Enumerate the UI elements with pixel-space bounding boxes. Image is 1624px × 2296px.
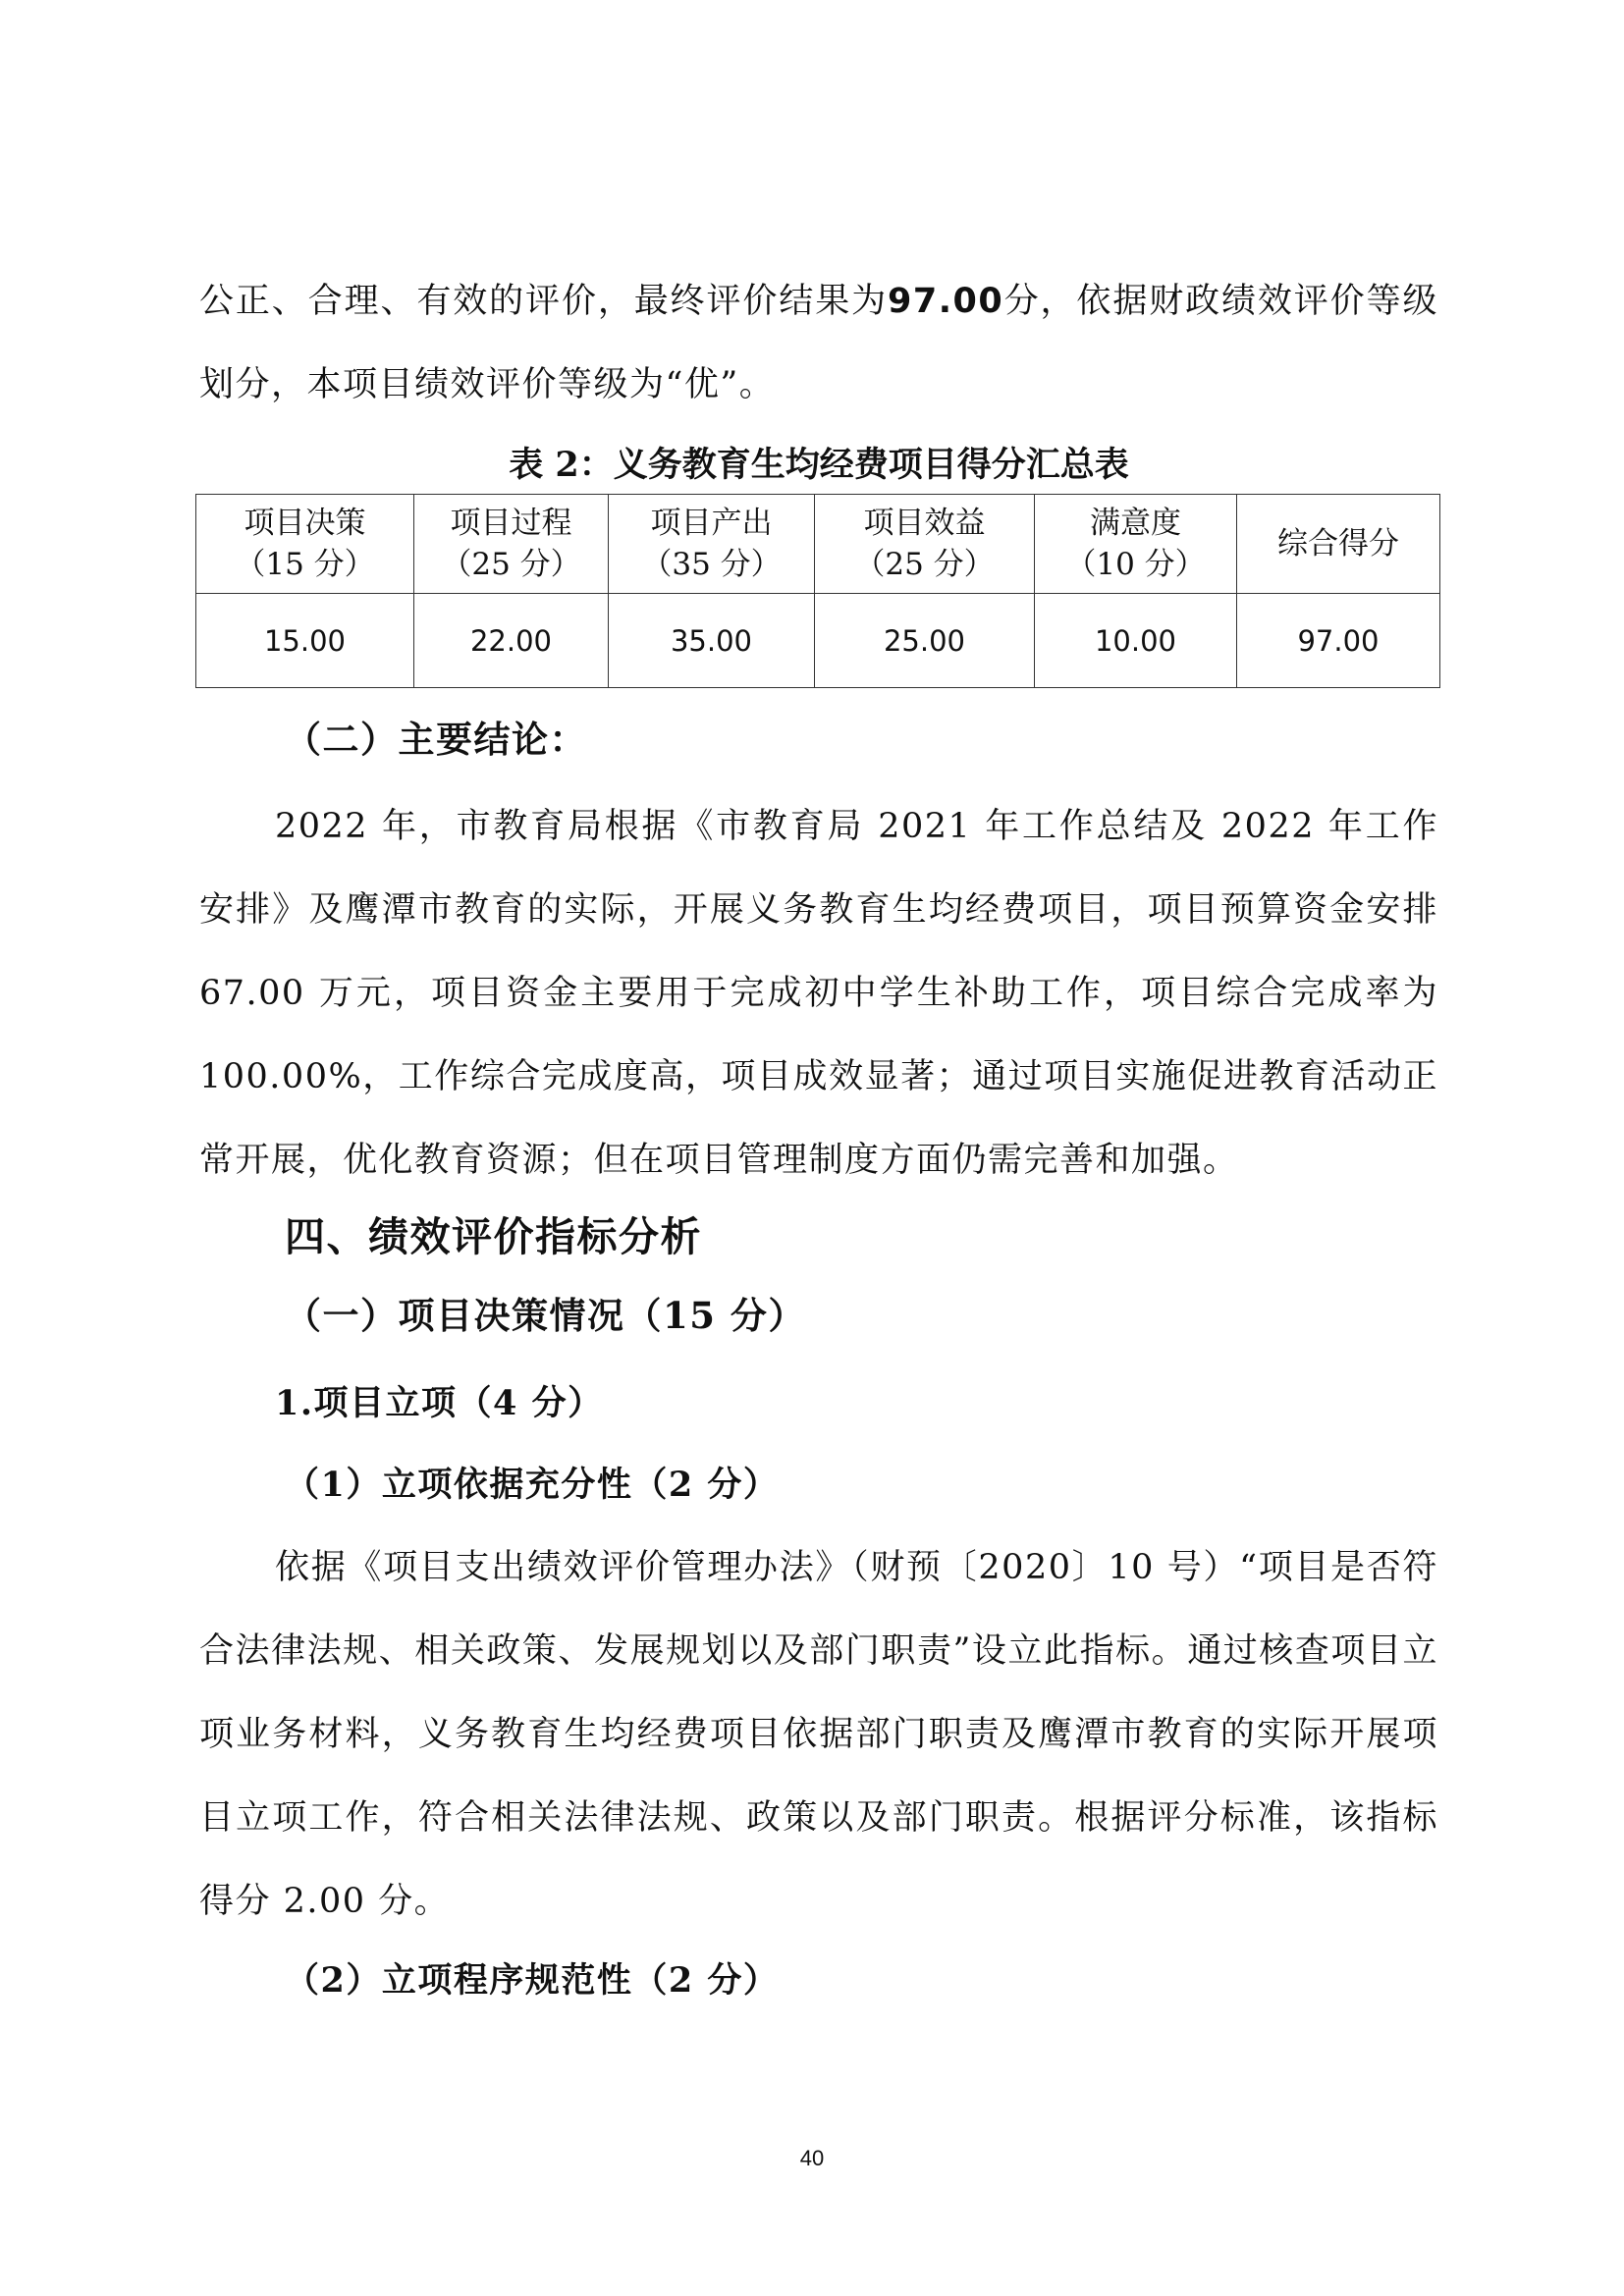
- project-decision-heading: （一）项目决策情况（15 分）: [285, 1294, 806, 1337]
- score-summary-table: [195, 494, 1440, 688]
- table-row: [196, 594, 1440, 688]
- conclusion-heading: （二）主要结论：: [285, 718, 587, 761]
- intro-text-before: 公正、合理、有效的评价，最终评价结果为: [199, 282, 889, 321]
- table-header-cell: 项目产出 （35 分）: [609, 495, 815, 594]
- table-cell: 25.00: [815, 594, 1035, 688]
- conclusion-paragraph: 2022 年，市教育局根据《市教育局 2021 年工作总结及 2022 年工作安排》及鹰潭市教育的实际，开展义务教育生均经费项目，项目预算资金安排 67.00 万元，项目资金主要用于完成初中学生补助工作，项目综合完成率为 100.00%，工作综合完成度高，项目成效显著；通过项目实施促进教育活动正常开展，优化教育资源；但在项目管理制度方面仍需完善和加强。: [199, 807, 1438, 1180]
- table-header-cell: 项目效益 （25 分）: [815, 495, 1035, 594]
- table-header-cell: 项目过程 （25 分）: [414, 495, 609, 594]
- table-header-cell: 满意度 （10 分）: [1035, 495, 1237, 594]
- table-cell: 10.00: [1035, 594, 1237, 688]
- section-four-heading: 四、绩效评价指标分析: [285, 1213, 702, 1260]
- table-header-cell: 项目决策 （15 分）: [196, 495, 414, 594]
- procedure-standard-heading: （2）立项程序规范性（2 分）: [285, 1960, 780, 2001]
- project-approval-heading: 1.项目立项（4 分）: [275, 1383, 604, 1423]
- intro-paragraph: [199, 260, 1438, 427]
- basis-sufficiency-heading: （1）立项依据充分性（2 分）: [285, 1465, 780, 1505]
- table-header-row: [196, 495, 1440, 594]
- table-cell: 22.00: [414, 594, 609, 688]
- table-caption: 表 2：义务教育生均经费项目得分汇总表: [509, 445, 1129, 485]
- final-score: 97.00: [888, 282, 1004, 321]
- table-header-cell: 综合得分: [1237, 495, 1440, 594]
- basis-sufficiency-paragraph: 依据《项目支出绩效评价管理办法》（财预〔2020〕10 号）“项目是否符合法律法规、相关政策、发展规划以及部门职责”设立此指标。通过核查项目立项业务材料，义务教育生均经费项目依据部门职责及鹰潭市教育的实际开展项目立项工作，符合相关法律法规、政策以及部门职责。根据评分标准，该指标得分 2.00 分。: [199, 1548, 1438, 1921]
- table-cell: 35.00: [609, 594, 815, 688]
- table-cell: 97.00: [1237, 594, 1440, 688]
- intro-text-after: 分，依据财政绩效评价等级划分，本项目绩效评价等级为“优”。: [199, 282, 1438, 404]
- page-number: 40: [799, 2146, 825, 2170]
- table-cell: 15.00: [196, 594, 414, 688]
